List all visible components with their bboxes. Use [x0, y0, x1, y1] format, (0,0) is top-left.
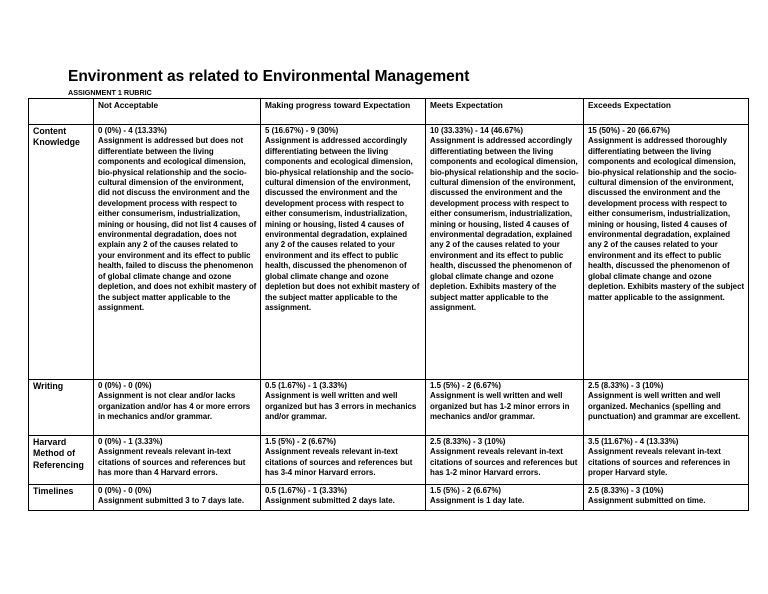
cell-score: 3.5 (11.67%) - 4 (13.33%)	[588, 437, 679, 446]
cell-score: 0 (0%) - 0 (0%)	[98, 381, 152, 390]
cell-description: Assignment submitted 2 days late.	[265, 496, 395, 506]
rubric-cell	[426, 125, 584, 380]
cell-score: 1.5 (5%) - 2 (6.67%)	[430, 486, 502, 495]
cell-score: 2.5 (8.33%) - 3 (10%)	[430, 437, 506, 446]
cell-description: Assignment is well written and well organized. Mechanics (spelling and punctuation) and grammar are excellent.	[588, 391, 741, 422]
cell-description: Assignment is addressed thoroughly differentiating between the living components and ecological dimension, bio-physical relationship and the socio-cultural dimension of the environment, discussed the environment and the development process with respect to either consumerism, industrialization, mining or housing, listed 4 causes of environmental degradation, explained any 2 of the causes related to your environment and its effect to public health, discussed the phenomenon of global climate change and ozone depletion. Exhibits mastery of the subject matter applicable to the assignment.	[588, 136, 745, 302]
cell-description: Assignment is well written and well organized but has 3 errors in mechanics and/or grammar.	[265, 391, 417, 422]
rubric-cell	[584, 380, 749, 436]
header-cell-making-progress: Making progress toward Expectation	[261, 99, 426, 125]
row-criterion: Writing	[29, 380, 94, 436]
cell-score: 1.5 (5%) - 2 (6.67%)	[265, 437, 337, 446]
header-row	[29, 99, 749, 125]
table-row	[29, 380, 749, 436]
cell-score: 5 (16.67%) - 9 (30%)	[265, 126, 339, 135]
cell-description: Assignment is not clear and/or lacks organization and/or has 4 or more errors in mechanics and/or grammar.	[98, 391, 251, 422]
cell-description: Assignment is addressed accordingly differentiating between the living components and ecological dimension, bio-physical relationship and the socio-cultural dimension of the environment, discussed the environment and the development process with respect to either consumerism, industrialization, mining or housing, listed 4 causes of environmental degradation, explained any 2 of the causes related to your environment and its effect to public health, discussed the phenomenon of global climate change and ozone depletion but does not exhibit mastery of the subject matter applicable to the assignment.	[265, 136, 420, 312]
cell-score: 2.5 (8.33%) - 3 (10%)	[588, 486, 664, 495]
cell-score: 0.5 (1.67%) - 1 (3.33%)	[265, 486, 348, 495]
cell-description: Assignment reveals relevant in-text citations of sources and references but has 3-4 minor Harvard errors.	[265, 447, 413, 478]
cell-description: Assignment submitted 3 to 7 days late.	[98, 496, 245, 506]
cell-score: 15 (50%) - 20 (66.67%)	[588, 126, 671, 135]
rubric-cell	[426, 380, 584, 436]
row-criterion: Harvard Method of Referencing	[29, 436, 94, 485]
row-criterion: Timelines	[29, 485, 94, 511]
cell-description: Assignment submitted on time.	[588, 496, 706, 506]
rubric-cell	[261, 380, 426, 436]
cell-score: 0 (0%) - 1 (3.33%)	[98, 437, 163, 446]
rubric-cell	[94, 125, 261, 380]
rubric-cell	[261, 125, 426, 380]
row-criterion: Content Knowledge	[29, 125, 94, 380]
cell-description: Assignment is well written and well organized but has 1-2 minor errors in mechanics and/or grammar.	[430, 391, 570, 422]
header-cell-meets-expectation: Meets Expectation	[426, 99, 584, 125]
cell-description: Assignment reveals relevant in-text citations of sources and references but has more than 4 Harvard errors.	[98, 447, 246, 478]
cell-description: Assignment is addressed but does not differentiate between the living components and ecological dimension, bio-physical relationship and the socio-cultural dimension of the environment, did not discuss the environment and the development process with respect to either consumerism, industrialization, mining or housing, did not list 4 causes of environmental degradation, does not explain any 2 of the causes related to your environment and its effect to public health, failed to discuss the phenomenon of global climate change and ozone depletion, and does not exhibit mastery of the subject matter applicable to the assignment.	[98, 136, 257, 312]
table-row	[29, 436, 749, 485]
table-row	[29, 125, 749, 380]
rubric-cell	[94, 436, 261, 485]
cell-score: 10 (33.33%) - 14 (46.67%)	[430, 126, 523, 135]
rubric-table	[28, 98, 749, 511]
header-cell-criterion	[29, 99, 94, 125]
document-title: Environment as related to Environmental Management	[68, 68, 470, 85]
rubric-cell	[261, 485, 426, 511]
rubric-cell	[94, 380, 261, 436]
table-row	[29, 485, 749, 511]
cell-score: 0 (0%) - 0 (0%)	[98, 486, 152, 495]
rubric-cell	[584, 485, 749, 511]
document-subtitle: ASSIGNMENT 1 RUBRIC	[68, 88, 152, 97]
cell-score: 0 (0%) - 4 (13.33%)	[98, 126, 167, 135]
cell-description: Assignment is addressed accordingly differentiating between the living components and ecological dimension, bio-physical relationship and the socio-cultural dimension of the environment, discussed the environment and the development process with respect to either consumerism, industrialization, mining or housing, listed 4 causes of environmental degradation, explained any 2 of the causes related to your environment and its effect to public health, discussed the phenomenon of global climate change and ozone depletion. Exhibits mastery of the subject matter applicable to the assignment.	[430, 136, 579, 312]
cell-score: 1.5 (5%) - 2 (6.67%)	[430, 381, 502, 390]
rubric-cell	[584, 125, 749, 380]
header-cell-exceeds-expectation: Exceeds Expectation	[584, 99, 749, 125]
rubric-cell	[426, 485, 584, 511]
cell-score: 2.5 (8.33%) - 3 (10%)	[588, 381, 664, 390]
header-cell-not-acceptable: Not Acceptable	[94, 99, 261, 125]
rubric-cell	[426, 436, 584, 485]
rubric-cell	[94, 485, 261, 511]
cell-score: 0.5 (1.67%) - 1 (3.33%)	[265, 381, 348, 390]
rubric-cell	[261, 436, 426, 485]
cell-description: Assignment is 1 day late.	[430, 496, 525, 506]
cell-description: Assignment reveals relevant in-text citations of sources and references but has 1-2 minor Harvard errors.	[430, 447, 578, 478]
rubric-cell	[584, 436, 749, 485]
cell-description: Assignment reveals relevant in-text citations of sources and references in proper Harvard style.	[588, 447, 731, 478]
